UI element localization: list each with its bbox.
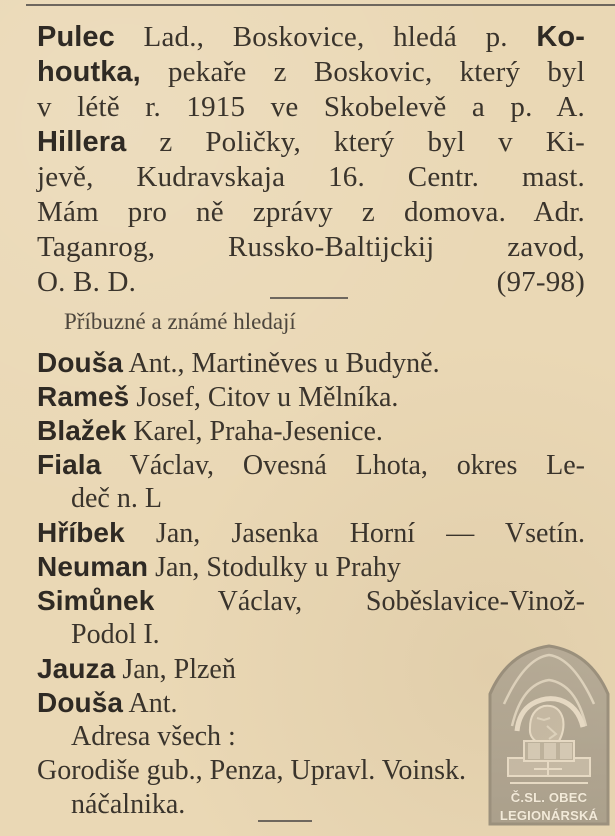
entry-line: [37, 160, 585, 195]
list-text: deč n. L: [71, 483, 162, 514]
list-text: Podol I.: [71, 619, 160, 650]
entry-text: v létě r. 1915 ve Skobelevě a p. A.: [37, 91, 585, 123]
entry-line: [37, 125, 585, 160]
entry-line: [37, 20, 585, 55]
entry-text: Mám pro ně zprávy z domova. Adr.: [37, 196, 585, 228]
list-item: [37, 346, 585, 380]
list-name: Jauza: [37, 653, 116, 684]
entry-name: Pulec: [37, 21, 115, 53]
list-name: Hříbek: [37, 517, 125, 548]
entry-line: [37, 55, 585, 90]
list-text: Josef, Citov u Mělníka.: [129, 382, 399, 413]
entry-text: Lad., Boskovice, hledá: [114, 21, 486, 53]
entry-line: [37, 195, 585, 230]
section-divider: [270, 297, 348, 299]
list-item: [37, 584, 585, 618]
list-name: Neuman: [37, 551, 149, 582]
list-text: Karel, Praha-Jesenice.: [126, 416, 383, 447]
entry-text: O. B. D.: [37, 266, 137, 298]
entry-name: Hillera: [37, 126, 127, 158]
list-text: Jan, Stodulky u Prahy: [148, 552, 401, 583]
legion-stamp-icon: [486, 640, 612, 828]
list-text: Václav, Ovesná Lhota, okres Le-: [101, 450, 585, 481]
section-heading: Příbuzné a známé hledají: [64, 309, 296, 334]
entry-code: (97-98): [496, 266, 585, 298]
list-text: Gorodiše gub., Penza, Upravl. Voinsk.: [37, 755, 467, 786]
list-text: náčalnika.: [71, 789, 186, 820]
list-item: [37, 550, 585, 584]
list-continuation: [37, 482, 585, 516]
entry-text: jevě, Kudravskaja 16. Centr. mast.: [37, 161, 585, 193]
entry-text: pekaře z Boskovic, který byl: [140, 56, 585, 88]
stamp-top-text: Č.SL. OBEC: [510, 790, 588, 805]
list-item: [37, 414, 585, 448]
list-name: Rameš: [37, 381, 130, 412]
top-rule: [26, 4, 615, 6]
list-text: Adresa všech :: [71, 721, 236, 752]
list-text: Jan, Jasenka Horní — Vsetín.: [124, 518, 585, 549]
entry-text: Taganrog, Russko-Baltijckij zavod,: [37, 231, 585, 263]
bottom-divider: [258, 820, 312, 822]
stamp-bottom-text: LEGIONÁRSKÁ: [499, 808, 599, 823]
list-name: Simůnek: [37, 585, 155, 616]
list-text: Ant.: [123, 688, 178, 719]
list-item: [37, 380, 585, 414]
list-text: Václav, Soběslavice-Vinož-: [154, 586, 585, 617]
list-item: [37, 448, 585, 482]
entry-text: p.: [485, 21, 537, 53]
list-name: Fiala: [37, 449, 102, 480]
entry-name: houtka,: [37, 56, 141, 88]
entry-line-final: [37, 265, 585, 300]
list-name: Douša: [37, 687, 124, 718]
list-text: Ant., Martiněves u Budyně.: [123, 348, 440, 379]
notice-entry: [37, 20, 585, 300]
entry-text: z Poličky, který byl v Ki-: [126, 126, 585, 158]
list-text: Jan, Plzeň: [115, 654, 236, 685]
list-item: [37, 516, 585, 550]
entry-line: [37, 230, 585, 265]
list-name: Blažek: [37, 415, 127, 446]
list-name: Douša: [37, 347, 124, 378]
entry-name: Ko-: [536, 21, 585, 53]
entry-line: [37, 90, 585, 125]
